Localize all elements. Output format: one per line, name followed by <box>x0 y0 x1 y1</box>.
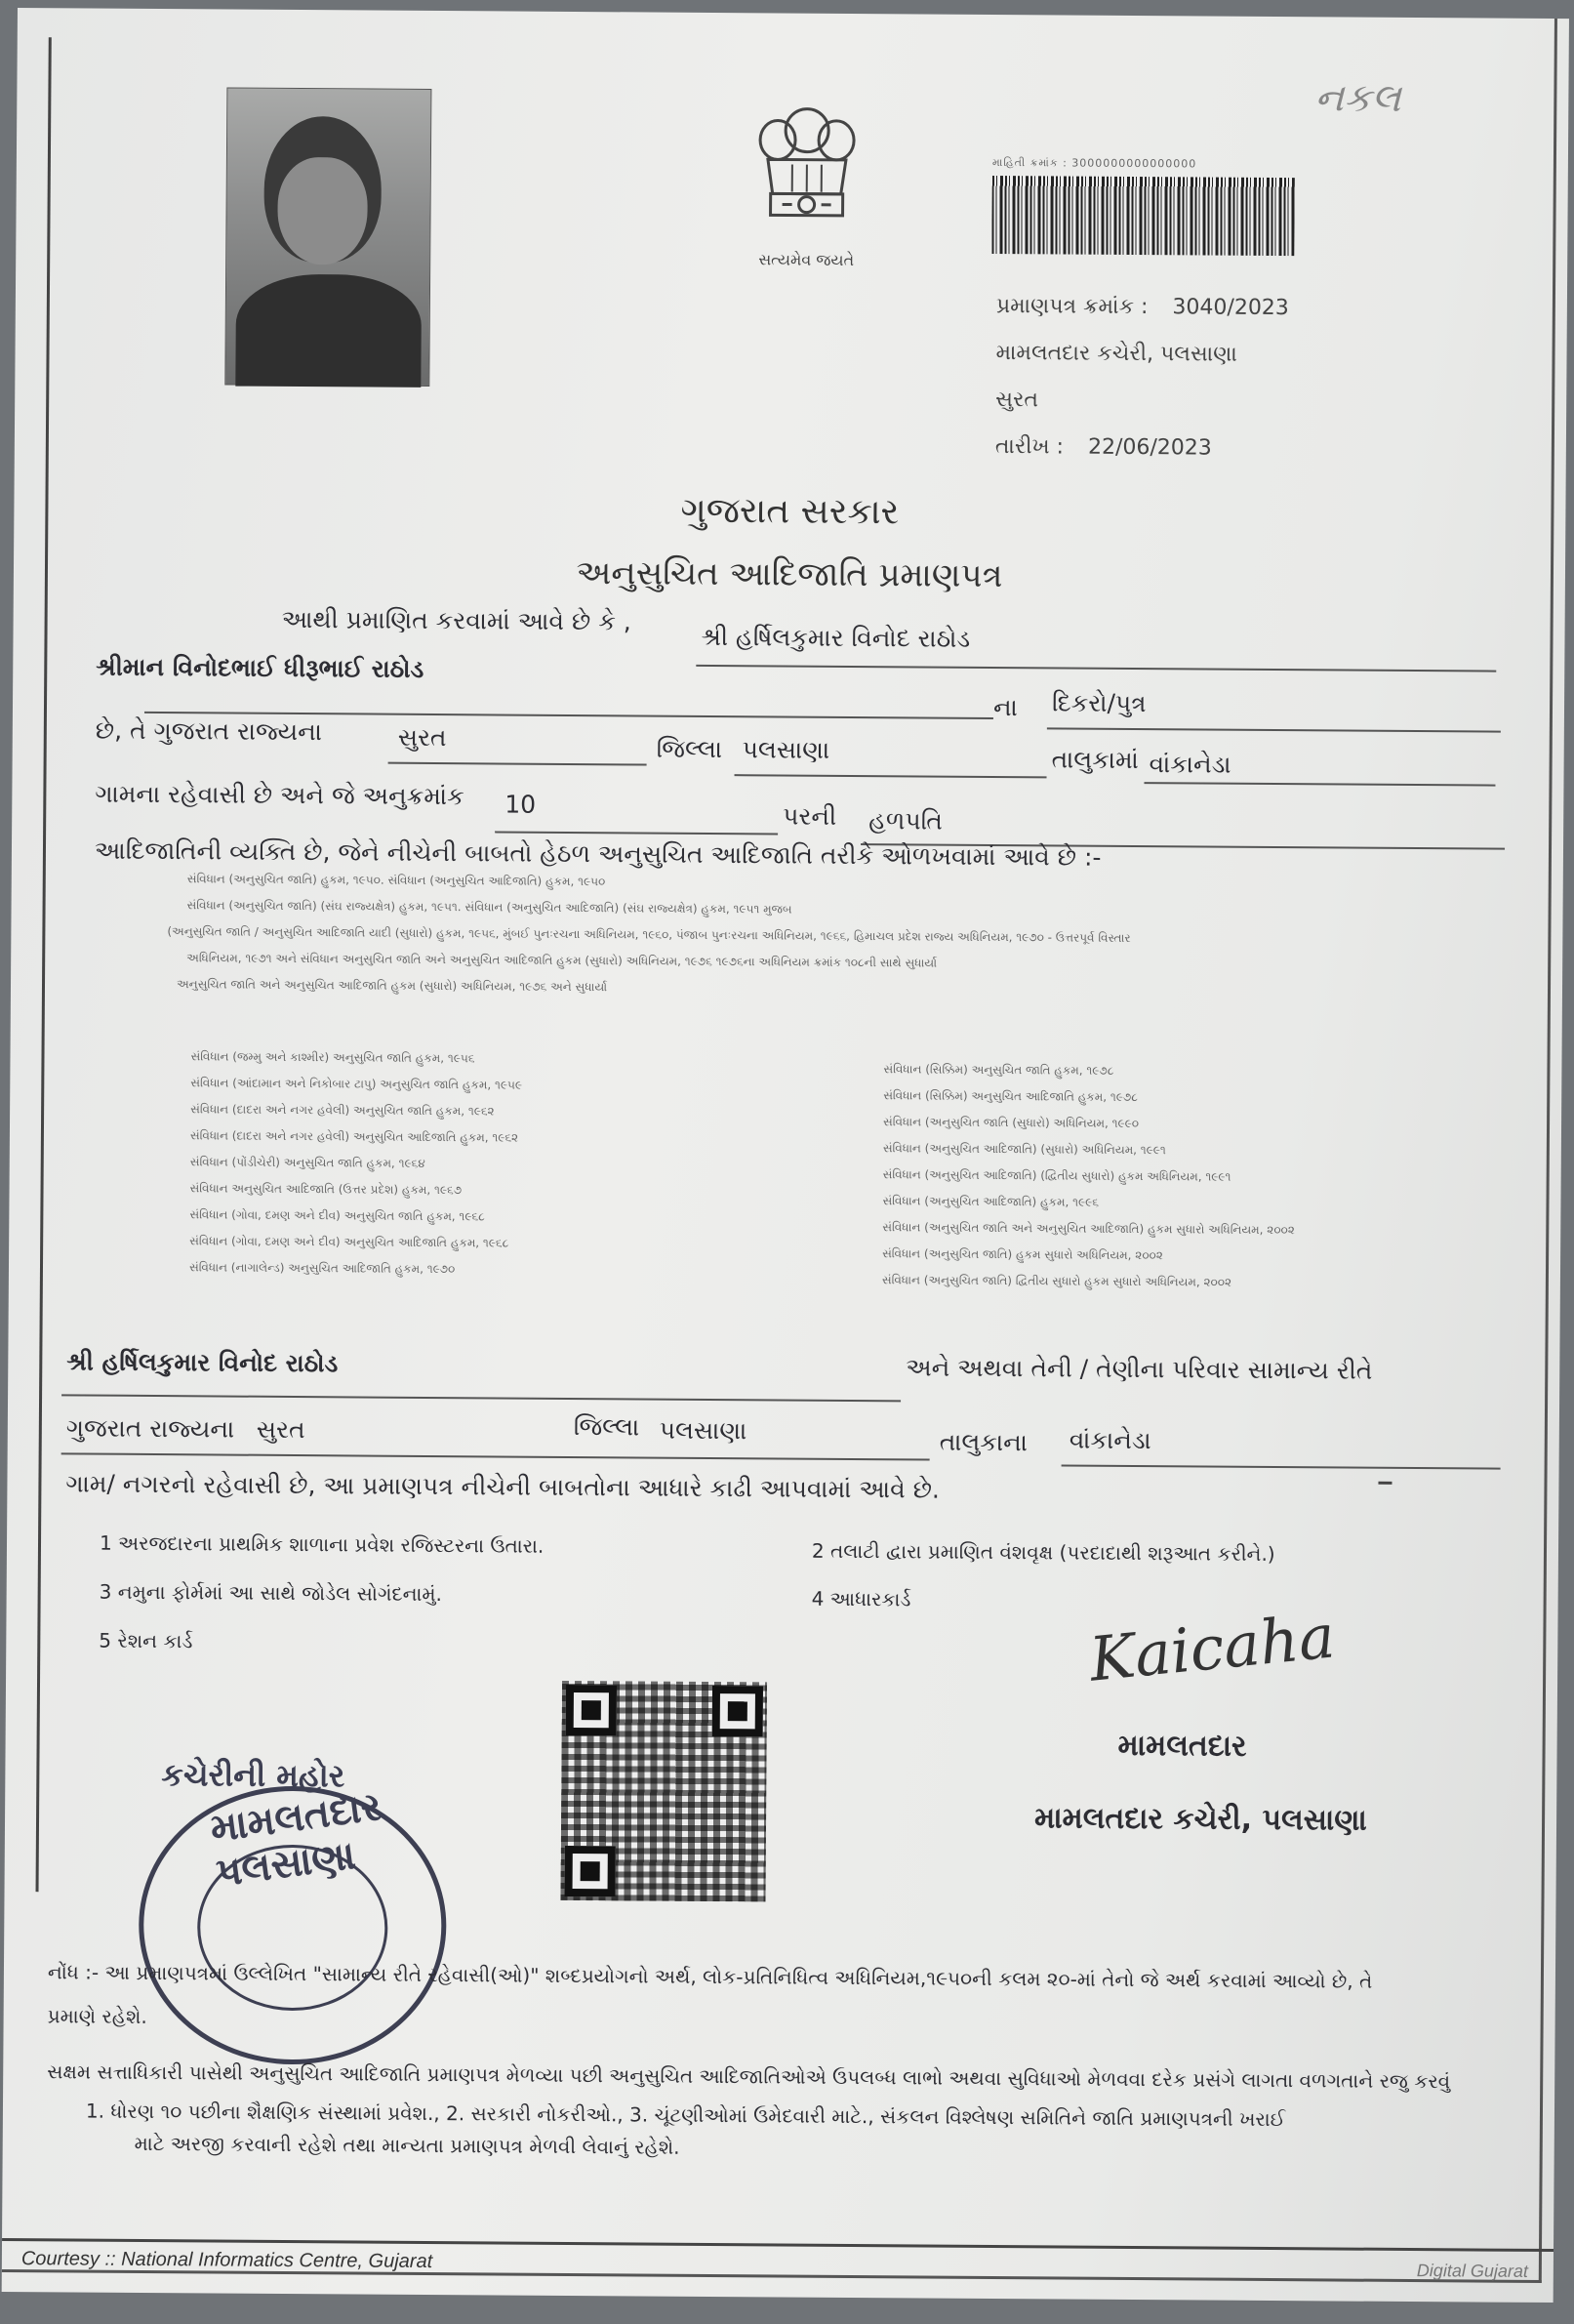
order-right-item: સંવિધાન (અનુસુચિત જાતિ અને અનુસુચિત આદિજાતિ) હુકમ સુધારો અધિનિયમ, ૨૦૦૨ <box>882 1220 1295 1238</box>
order-top-item: સંવિધાન (અનુસુચિત જાતિ) હુકમ, ૧૯૫૦. સંવિધાન (અનુસુચિત આદિજાતિ) હુકમ, ૧૯૫૦ <box>186 872 606 889</box>
na-label: ના <box>992 692 1018 722</box>
order-right-item: સંવિધાન (અનુસુચિત જાતિ) દ્વિતીય સુધારો હુકમ સુધારો અધિનિયમ, ૨૦૦૨ <box>881 1273 1232 1289</box>
note-line: નોંધ :- આ પ્રમાણપત્રમાં ઉલ્લેખિત "સામાન્ય રીતે રહેવાસી(ઓ)" શબ્દપ્રયોગનો અર્થ, લોક-પ્રતિનિધિત્વ અધિનિયમ,૧૯૫૦ની કલમ ૨૦-માં તેનો જે અર્થ કરવામાં આવ્યો છે, તે <box>47 1960 1373 1993</box>
document-item: 4 આધારકાર્ડ <box>811 1586 911 1611</box>
certificate-title: અનુસુચિત આદિજાતિ પ્રમાણપત્ર <box>576 553 1003 596</box>
document-item: 5 રેશન કાર્ડ <box>99 1628 193 1653</box>
officer-signature: Kaicaha <box>1086 1600 1338 1695</box>
order-top-item: સંવિધાન (અનુસુચિત જાતિ) (સંઘ રાજ્યક્ષેત્ર) હુકમ, ૧૯૫૧. સંવિધાન (અનુસુચિત આદિજાતિ) (સંઘ રાજ્યક્ષેત્ર) હુકમ, ૧૯૫૧ મુજબ <box>186 898 792 917</box>
order-left-item: સંવિધાન અનુસુચિત આદિજાતિ (ઉત્તર પ્રદેશ) હુકમ, ૧૯૬૭ <box>189 1181 463 1198</box>
order-right-item: સંવિધાન (અનુસુચિત આદિજાતિ) (દ્વિતીય સુધારો) હુકમ અધિનિયમ, ૧૯૯૧ <box>882 1167 1231 1184</box>
document-item: 2 તલાટી દ્વારા પ્રમાણિત વંશવૃક્ષ (પરદાદાથી શરૂઆત કરીને.) <box>811 1538 1275 1567</box>
relation: દિકરો/પુત્ર <box>1051 688 1147 718</box>
certificate-no-row <box>996 283 1289 332</box>
body-taluka-label: તાલુકામાં <box>1051 745 1139 775</box>
officer-office: મામલતદાર કચેરી, પલસાણા <box>1033 1801 1367 1838</box>
order-left-item: સંવિધાન (પોંડીચેરી) અનુસુચિત જાતિ હુકમ, ૧૯૬૪ <box>189 1155 425 1170</box>
orders-top-list <box>167 866 1131 1004</box>
certificate-no-label: પ્રમાણપત્ર ક્રમાંક : <box>995 294 1149 320</box>
handwritten-mark: નકલ <box>1314 75 1401 121</box>
body-taluka: પલસાણા <box>742 735 830 764</box>
certificate-no: 3040/2023 <box>1172 295 1289 321</box>
residence-district-label: જિલ્લા <box>573 1412 640 1442</box>
order-left-item: સંવિધાન (ગોવા, દમણ અને દીવ) અનુસુચિત આદિજાતિ હુકમ, ૧૯૬૮ <box>189 1234 509 1250</box>
note-line: 1. ધોરણ ૧૦ પછીના શૈક્ષણિક સંસ્થામાં પ્રવેશ., 2. સરકારી નોકરીઓ., 3. ચૂંટણીઓમાં ઉમેદવારી માટે., સંકલન વિશ્લેષણ સમિતિને જાતિ પ્રમાણપત્રની ખરાઈ <box>85 2099 1286 2132</box>
dash-mark <box>1378 1482 1392 1485</box>
footer-courtesy: Courtesy :: National Informatics Centre, Gujarat <box>20 2248 433 2273</box>
emblem-caption: સત્યમેવ જયતે <box>758 250 855 269</box>
note-line: પ્રમાણે રહેશે. <box>47 2004 147 2028</box>
order-right-item: સંવિધાન (અનુસુચિત જાતિ) હુકમ સુધારો અધિનિયમ, ૨૦૦૨ <box>882 1246 1163 1263</box>
barcode-text: માહિતી ક્રમાંક : 3000000000000000 <box>991 155 1197 171</box>
order-top-item: અધિનિયમ, ૧૯૭૧ અને સંવિધાન અનુસુચિત જાતિ અને અનુસુચિત આદિજાતિ હુકમ (સુધારો) અધિનિયમ, ૧૯૭૬ ૧૯૭૬ના અધિનિયમ ક્રમાંક ૧૦૮ની સાથે સુધાર્યા <box>186 951 938 970</box>
qr-code <box>560 1681 767 1901</box>
office-line: મામલતદાર કચેરી, પલસાણા <box>995 341 1237 367</box>
order-right-item: સંવિધાન (અનુસુચિત આદિજાતિ) હુકમ, ૧૯૯૬ <box>882 1194 1100 1209</box>
residence-taluka: પલસાણા <box>659 1415 747 1446</box>
barcode-block <box>991 156 1314 256</box>
applicant-photo <box>224 87 431 386</box>
body-village: વાંકાનેડા <box>1149 750 1231 779</box>
residence-name: શ્રી હર્ષિલકુમાર વિનોદ રાઠોડ <box>66 1347 339 1378</box>
residence-state-text: ગુજરાત રાજ્યના <box>65 1413 235 1444</box>
district-line: સુરત <box>995 387 1039 413</box>
applicant-name: શ્રી હર્ષિલકુમાર વિનોદ રાઠોડ <box>701 622 971 653</box>
document-item: 1 અરજદારના પ્રાથમિક શાળાના પ્રવેશ રજિસ્ટરના ઉતારા. <box>99 1530 545 1558</box>
residence-district: સુરત <box>256 1414 305 1445</box>
qr-finder <box>565 1846 616 1896</box>
note-line: સક્ષમ સત્તાધિકારી પાસેથી અનુસુચિત આદિજાતિ પ્રમાણપત્ર મેળવ્યા પછી અનુસુચિત આદિજાતિઓએ ઉપલબ્ધ લાભો અથવા સુવિધાઓ મેળવવા દરેક પ્રસંગે લાગતા વળગતાને રજુ કરવું <box>47 2059 1451 2094</box>
seal-inner-ring <box>197 1844 388 2011</box>
officer-designation: મામલતદાર <box>1117 1728 1247 1764</box>
order-left-item: સંવિધાન (દાદરા અને નગર હવેલી) અનુસુચિત આદિજાતિ હુકમ, ૧૯૬૨ <box>189 1128 519 1145</box>
document-item: 3 નમુના ફોર્મમાં આ સાથે જોડેલ સોગંદનામું. <box>99 1579 443 1607</box>
ashoka-emblem-icon <box>743 96 870 243</box>
family-text: અને અથવા તેની / તેણીના પરિવાર સામાન્ય રીતે <box>906 1353 1373 1385</box>
order-left-item: સંવિધાન (દાદરા અને નગર હવેલી) અનુસુચિત જાતિ હુકમ, ૧૯૬૨ <box>190 1102 495 1119</box>
certificate-page <box>2 8 1569 2303</box>
government-title: ગુજરાત સરકાર <box>680 490 900 533</box>
order-left-item: સંવિધાન (આંદામાન અને નિકોબાર ટાપુ) અનુસુચિત જાતિ હુકમ, ૧૯૫૯ <box>190 1076 523 1092</box>
state-text: છે, તે ગુજરાત રાજ્યના <box>95 715 323 747</box>
order-right-item: સંવિધાન (અનુસુચિત આદિજાતિ) (સુધારો) અધિનિયમ, ૧૯૯૧ <box>882 1141 1166 1158</box>
orders-left-list <box>189 1043 522 1283</box>
barcode <box>991 176 1295 256</box>
certificate-date: 22/06/2023 <box>1087 434 1212 461</box>
residence-taluka-label: તાલુકાના <box>939 1427 1029 1457</box>
qr-finder <box>712 1686 763 1736</box>
office-seal <box>138 1785 447 2065</box>
residence-village: વાંકાનેડા <box>1069 1425 1151 1455</box>
orders-right-list <box>882 1056 1296 1296</box>
date-label: તારીખ : <box>994 434 1065 460</box>
father-name: શ્રીમાન વિનોદભાઈ ધીરૂભાઈ રાઠોડ <box>96 652 424 683</box>
order-right-item: સંવિધાન (અનુસુચિત જાતિ (સુધારો) અધિનિયમ, ૧૯૯૦ <box>883 1115 1140 1131</box>
certify-text: આથી પ્રમાણિત કરવામાં આવે છે કે , <box>281 604 631 636</box>
per-label: પરની <box>783 801 837 831</box>
resident-text: ગામના રહેવાસી છે અને જે અનુક્રમાંક <box>95 779 464 811</box>
photo-shirt <box>235 274 422 387</box>
photo-face <box>277 157 368 265</box>
note-line: માટે અરજી કરવાની રહેશે તથા માન્યતા પ્રમાણપત્ર મેળવી લેવાનું રહેશે. <box>134 2131 680 2159</box>
date-row <box>995 424 1288 472</box>
order-top-item: અનુસુચિત જાતિ અને અનુસુચિત આદિજાતિ હુકમ (સુધારો) અધિનિયમ, ૧૯૭૬ અને સુધાર્યા <box>176 977 608 995</box>
order-right-item: સંવિધાન (સિક્કિમ) અનુસુચિત આદિજાતિ હુકમ, ૧૯૭૮ <box>883 1088 1138 1105</box>
order-top-item: (અનુસુચિત જાતિ / અનુસુચિત આદિજાતિ યાદી (સુધારો) હુકમ, ૧૯૫૬, મુંબઈ પુનઃરચના અધિનિયમ, ૧૯૬૦, પંજાબ પુનઃરચના અધિનિયમ, ૧૯૬૬, હિમાચલ પ્રદેશ રાજ્ય અધિનિયમ, ૧૯૭૦ - ઉત્તરપૂર્વ વિસ્તાર <box>167 924 1131 945</box>
seal-text: મામલતદાર પલસાણા <box>207 1783 384 1896</box>
order-right-item: સંવિધાન (સિક્કિમ) અનુસુચિત જાતિ હુકમ, ૧૯૭૮ <box>883 1062 1114 1078</box>
qr-finder <box>566 1685 617 1735</box>
tribe-text: આદિજાતિની વ્યક્તિ છે, જેને નીચેની બાબતો હેઠળ અનુસુચિત આદિજાતિ તરીકે ઓળખવામાં આવે છે :- <box>94 836 1102 872</box>
body-district: સુરત <box>397 722 447 753</box>
footer-brand: Digital Gujarat <box>1416 2261 1528 2281</box>
body-district-label: જિલ્લા <box>656 734 723 764</box>
basis-text: ગામ/ નગરનો રહેવાસી છે, આ પ્રમાણપત્ર નીચેની બાબતોના આધારે કાઢી આપવામાં આવે છે. <box>65 1469 941 1504</box>
tribe: હળપતિ <box>868 806 944 836</box>
serial-no: 10 <box>504 790 537 819</box>
seal-caption: કચેરીની મહોર <box>161 1756 345 1795</box>
certificate-meta <box>995 283 1289 472</box>
national-emblem <box>738 96 875 277</box>
order-left-item: સંવિધાન (ગોવા, દમણ અને દીવ) અનુસુચિત જાતિ હુકમ, ૧૯૬૮ <box>189 1207 485 1224</box>
order-left-item: સંવિધાન (નાગાલેન્ડ) અનુસુચિત આદિજાતિ હુકમ, ૧૯૭૦ <box>188 1260 456 1277</box>
order-left-item: સંવિધાન (જમ્મુ અને કાશ્મીર) અનુસુચિત જાતિ હુકમ, ૧૯૫૬ <box>190 1049 475 1066</box>
